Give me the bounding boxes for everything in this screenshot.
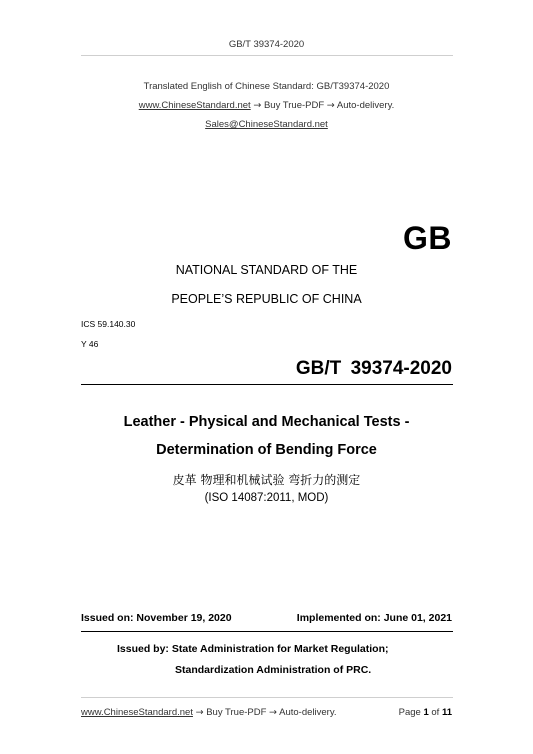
arrow-right-icon: → bbox=[326, 100, 335, 111]
of-label: of bbox=[431, 707, 440, 718]
page-label: Page bbox=[398, 707, 421, 718]
arrow-right-icon: → bbox=[253, 100, 262, 111]
ics-code: ICS 59.140.30 bbox=[81, 319, 136, 329]
title-line1: Leather - Physical and Mechanical Tests - bbox=[123, 414, 410, 430]
page-number: 1 bbox=[423, 707, 429, 718]
national-standard-line2: PEOPLE’S REPUBLIC OF CHINA bbox=[171, 292, 362, 306]
header-standard-code: GB/T 39374-2020 bbox=[228, 39, 305, 50]
gb-mark: GB bbox=[403, 220, 452, 256]
translated-notice: Translated English of Chinese Standard: GB/T39374-2020 bbox=[143, 81, 390, 92]
title-line2: Determination of Bending Force bbox=[156, 442, 377, 458]
header-divider bbox=[81, 55, 453, 56]
title-chinese: 皮革 物理和机械试验 弯折力的测定 bbox=[172, 473, 361, 487]
national-standard-line1: NATIONAL STANDARD OF THE bbox=[175, 263, 358, 277]
standard-number: GB/T 39374-2020 bbox=[295, 358, 452, 379]
y-code: Y 46 bbox=[81, 339, 99, 349]
email-row bbox=[0, 119, 533, 130]
page-indicator bbox=[399, 707, 452, 718]
buy-text: Buy True-PDF bbox=[263, 100, 325, 111]
email-link[interactable]: Sales@ChineseStandard.net bbox=[205, 119, 328, 130]
iso-reference: (ISO 14087:2011, MOD) bbox=[204, 492, 329, 504]
footer-divider bbox=[81, 697, 453, 698]
arrow-right-icon: → bbox=[195, 707, 204, 718]
footer-auto-delivery-text: Auto-delivery. bbox=[279, 707, 337, 718]
page-total: 11 bbox=[441, 707, 452, 718]
auto-delivery-text: Auto-delivery. bbox=[336, 100, 395, 111]
issued-on: Issued on: November 19, 2020 bbox=[81, 612, 232, 624]
footer-buy-text: Buy True-PDF bbox=[206, 707, 267, 718]
site-link[interactable]: www.ChineseStandard.net bbox=[138, 100, 251, 111]
title-rule bbox=[81, 384, 453, 385]
issued-by-line2: Standardization Administration of PRC. bbox=[175, 664, 372, 676]
dates-rule bbox=[81, 631, 453, 632]
implemented-on: Implemented on: June 01, 2021 bbox=[296, 612, 452, 624]
footer-site-link[interactable]: www.ChineseStandard.net bbox=[81, 707, 193, 718]
footer-purchase-row bbox=[81, 707, 337, 718]
header-purchase-row bbox=[0, 100, 533, 111]
issued-by-line1: Issued by: State Administration for Market Regulation; bbox=[117, 643, 389, 655]
arrow-right-icon: → bbox=[269, 707, 278, 718]
